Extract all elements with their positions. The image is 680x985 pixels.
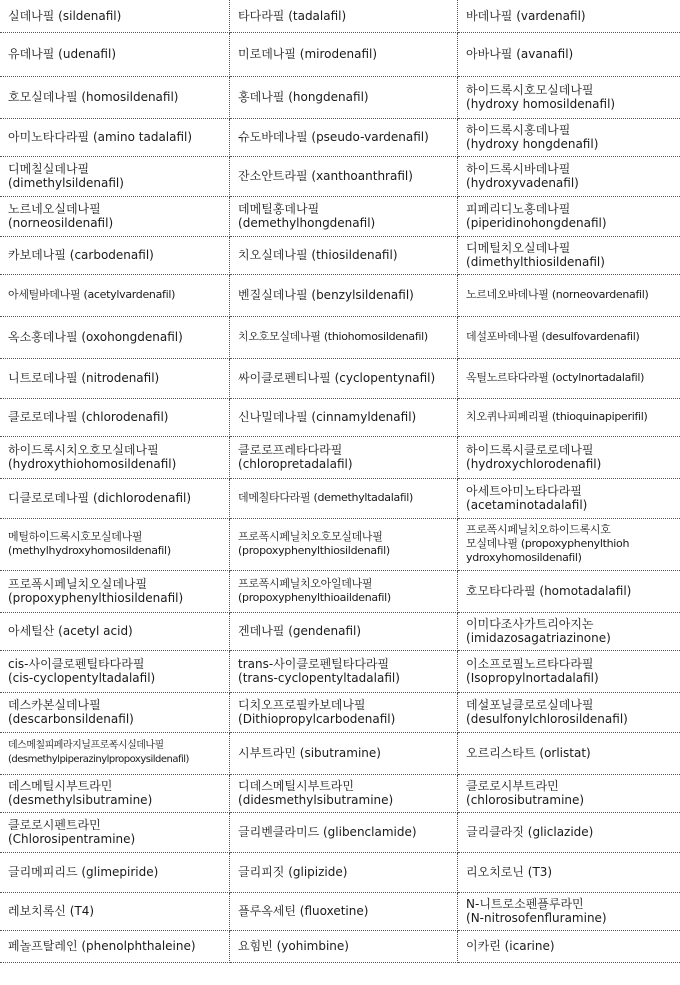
compound-cell: 아세틸산 (acetyl acid)	[0, 612, 230, 650]
compound-cell: 페놀프탈레인 (phenolphthaleine)	[0, 930, 230, 962]
compound-cell: 슈도바데나필 (pseudo-vardenafil)	[230, 118, 458, 156]
compound-cell: 글리벤클라미드 (glibenclamide)	[230, 812, 458, 852]
compound-cell: 하이드록시치오호모실데나필 (hydroxythiohomosildenafil)	[0, 436, 230, 478]
compound-cell: 프로폭시페닐치오실데나필 (propoxyphenylthiosildenafil)	[0, 570, 230, 612]
compound-cell: 유데나필 (udenafil)	[0, 32, 230, 76]
compound-cell: 치오퀴나피페리필 (thioquinapiperifil)	[458, 398, 680, 436]
table-row	[0, 316, 680, 358]
compound-cell: 이소프로필노르타다라필 (Isopropylnortadalafil)	[458, 650, 680, 692]
compound-cell: 하이드록시호모실데나필 (hydroxy homosildenafil)	[458, 76, 680, 118]
compound-cell: 아미노타다라필 (amino tadalafil)	[0, 118, 230, 156]
table-row	[0, 692, 680, 732]
compound-cell: 치오호모실데나필 (thiohomosildenafil)	[230, 316, 458, 358]
compound-cell: 데메틸홍데나필 (demethylhongdenafil)	[230, 196, 458, 236]
table-row	[0, 156, 680, 196]
table-row	[0, 650, 680, 692]
compound-cell: 글리클라짓 (gliclazide)	[458, 812, 680, 852]
compound-cell: 디클로로데나필 (dichlorodenafil)	[0, 478, 230, 518]
compound-cell: 디데스메틸시부트라민 (didesmethylsibutramine)	[230, 774, 458, 812]
compound-cell: 디메칠실데나필 (dimethylsildenafil)	[0, 156, 230, 196]
compound-cell: 치오실데나필 (thiosildenafil)	[230, 236, 458, 274]
table-row	[0, 812, 680, 852]
compound-cell: 아세틸바데나필 (acetylvardenafil)	[0, 274, 230, 316]
compound-cell: 잔소안트라필 (xanthoanthrafil)	[230, 156, 458, 196]
compound-cell: 이미다조사가트리아지논 (imidazosagatriazinone)	[458, 612, 680, 650]
compound-cell: 옥소홍데나필 (oxohongdenafil)	[0, 316, 230, 358]
compound-cell: 글리메피리드 (glimepiride)	[0, 852, 230, 892]
compound-cell: 프로폭시페닐치오아일데나필 (propoxyphenylthioaildenafil)	[230, 570, 458, 612]
compound-cell: 하이드록시클로로데나필 (hydroxychlorodenafil)	[458, 436, 680, 478]
table-row	[0, 436, 680, 478]
compound-cell: 리오치로닌 (T3)	[458, 852, 680, 892]
compound-cell: N-니트로소펜플루라민 (N-nitrosofenfluramine)	[458, 892, 680, 930]
compound-cell: 아바나필 (avanafil)	[458, 32, 680, 76]
compound-cell: 신나밀데나필 (cinnamyldenafil)	[230, 398, 458, 436]
table-row	[0, 274, 680, 316]
table-row	[0, 774, 680, 812]
table-row	[0, 196, 680, 236]
compound-cell: 싸이클로펜티나필 (cyclopentynafil)	[230, 358, 458, 398]
table-row	[0, 852, 680, 892]
compound-cell: 홍데나필 (hongdenafil)	[230, 76, 458, 118]
table-row	[0, 612, 680, 650]
compound-cell: 메틸하이드록시호모실데나필 (methylhydroxyhomosildenafil)	[0, 518, 230, 570]
table-row	[0, 358, 680, 398]
table-row	[0, 518, 680, 570]
table-row	[0, 32, 680, 76]
compound-cell: 디메틸치오실데나필 (dimethylthiosildenafil)	[458, 236, 680, 274]
compound-cell: 디치오프로필카보데나필 (Dithiopropylcarbodenafil)	[230, 692, 458, 732]
compound-cell: 미로데나필 (mirodenafil)	[230, 32, 458, 76]
compound-cell: 데설포바데나필 (desulfovardenafil)	[458, 316, 680, 358]
table-row	[0, 478, 680, 518]
compound-cell: 레보치록신 (T4)	[0, 892, 230, 930]
compound-cell: 데메칠타다라필 (demethyltadalafil)	[230, 478, 458, 518]
compound-cell: 클로로시부트라민 (chlorosibutramine)	[458, 774, 680, 812]
compound-cell: 이카린 (icarine)	[458, 930, 680, 962]
compound-cell: 노르네오실데나필 (norneosildenafil)	[0, 196, 230, 236]
compound-cell: 요힘빈 (yohimbine)	[230, 930, 458, 962]
compound-cell: 타다라필 (tadalafil)	[230, 0, 458, 32]
table-row	[0, 76, 680, 118]
compound-cell: 클로로시펜트라민 (Chlorosipentramine)	[0, 812, 230, 852]
compound-cell: 프로폭시페닐치오호모실데나필 (propoxyphenylthiosildenafil)	[230, 518, 458, 570]
compound-cell: 니트로데나필 (nitrodenafil)	[0, 358, 230, 398]
compound-cell: 시부트라민 (sibutramine)	[230, 732, 458, 774]
compound-cell: 데스메틸시부트라민 (desmethylsibutramine)	[0, 774, 230, 812]
compound-cell: 프로폭시페닐치오하이드록시호 모실데나필 (propoxyphenylthioh ydroxyhomosildenafil)	[458, 518, 680, 570]
table-row	[0, 732, 680, 774]
compound-cell: cis-사이클로펜틸타다라필 (cis-cyclopentyltadalafil)	[0, 650, 230, 692]
table-row	[0, 930, 680, 962]
compound-cell: 아세트아미노타다라필 (acetaminotadalafil)	[458, 478, 680, 518]
compound-cell: 오르리스타트 (orlistat)	[458, 732, 680, 774]
compound-cell: 클로로데나필 (chlorodenafil)	[0, 398, 230, 436]
table-row	[0, 570, 680, 612]
compound-cell: 호모타다라필 (homotadalafil)	[458, 570, 680, 612]
compound-cell: 피페리디노홍데나필 (piperidinohongdenafil)	[458, 196, 680, 236]
compound-cell: 호모실데나필 (homosildenafil)	[0, 76, 230, 118]
table-row	[0, 118, 680, 156]
compound-cell: 글리피짓 (glipizide)	[230, 852, 458, 892]
compound-cell: 플루옥세틴 (fluoxetine)	[230, 892, 458, 930]
table-row	[0, 892, 680, 930]
compound-cell: 옥틸노르타다라필 (octylnortadalafil)	[458, 358, 680, 398]
compound-cell: trans-사이클로펜틸타다라필 (trans-cyclopentyltadalafil)	[230, 650, 458, 692]
compound-cell: 하이드록시홍데나필 (hydroxy hongdenafil)	[458, 118, 680, 156]
compound-cell: 데스메칠피페라지닐프로폭시실데나필 (desmethylpiperazinylpropoxysildenafil)	[0, 732, 230, 774]
compound-cell: 클로로프레타다라필 (chloropretadalafil)	[230, 436, 458, 478]
table-row	[0, 398, 680, 436]
compound-cell: 하이드록시바데나필 (hydroxyvadenafil)	[458, 156, 680, 196]
table-row	[0, 236, 680, 274]
table-row	[0, 0, 680, 32]
compound-cell: 노르네오바데나필 (norneovardenafil)	[458, 274, 680, 316]
compound-cell: 바데나필 (vardenafil)	[458, 0, 680, 32]
compound-cell: 데스카본실데나필 (descarbonsildenafil)	[0, 692, 230, 732]
compound-cell: 겐데나필 (gendenafil)	[230, 612, 458, 650]
compound-cell: 데설포닐클로로실데나필 (desulfonylchlorosildenafil)	[458, 692, 680, 732]
compound-cell: 카보데나필 (carbodenafil)	[0, 236, 230, 274]
compound-cell: 벤질실데나필 (benzylsildenafil)	[230, 274, 458, 316]
compound-cell: 실데나필 (sildenafil)	[0, 0, 230, 32]
